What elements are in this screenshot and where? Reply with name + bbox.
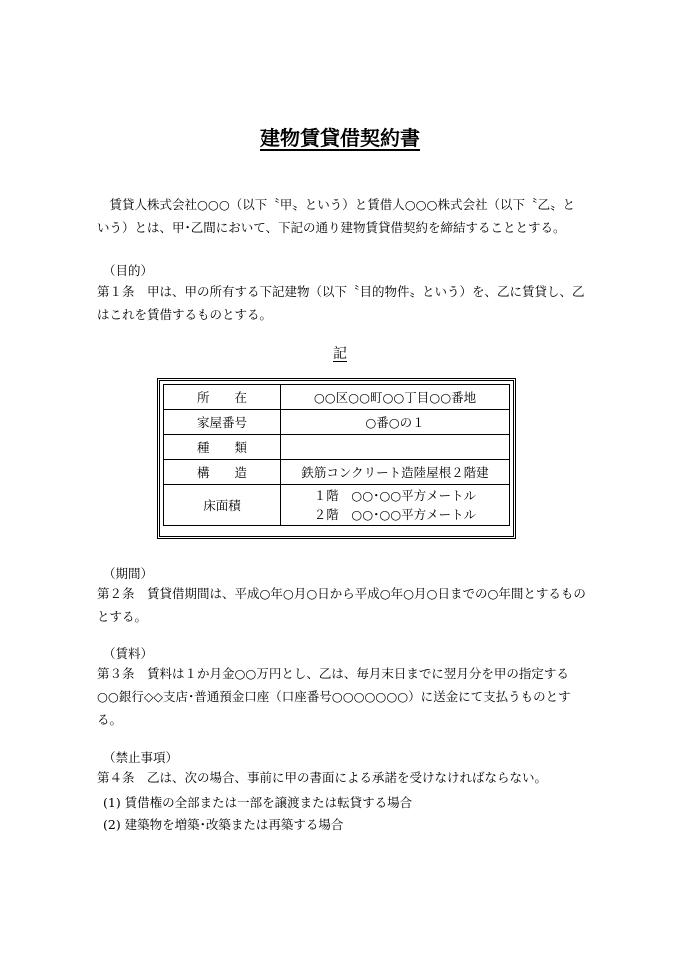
- list-item: (2) 建築物を増築･改築または再築する場合: [103, 817, 344, 832]
- period-heading: （期間）: [103, 566, 154, 581]
- table-row: [164, 485, 510, 526]
- article-4: 第４条 乙は、次の場合、事前に甲の書面による承諾を受けなければならない。: [97, 770, 548, 785]
- row-value-type: [281, 435, 510, 460]
- row-label-location: 所 在: [164, 385, 281, 410]
- row-value-house-number: ○番○の１: [281, 410, 510, 435]
- document-title-text: 建物賃貸借契約書: [260, 126, 420, 150]
- table-row: [164, 435, 510, 460]
- list-item: (1) 賃借権の全部または一部を譲渡または転貸する場合: [103, 795, 413, 810]
- property-table: [163, 384, 510, 526]
- ki-heading: [0, 343, 680, 363]
- row-value-structure: 鉄筋コンクリート造陸屋根２階建: [281, 460, 510, 485]
- row-label-structure: 構 造: [164, 460, 281, 485]
- row-value-floor-area: [281, 485, 510, 526]
- table-row: [164, 410, 510, 435]
- purpose-heading: （目的）: [103, 263, 154, 278]
- row-label-house-number: 家屋番号: [164, 410, 281, 435]
- floor-area-2f: ２階 ○○･○○平方メートル: [313, 507, 477, 522]
- table-row: [164, 460, 510, 485]
- row-value-location: ○○区○○町○○丁目○○番地: [281, 385, 510, 410]
- article-3: 第３条 賃料は１か月金○○万円とし、乙は、毎月末日までに翌月分を甲の指定する○○銀行◇◇支店･普通預金口座（口座番号○○○○○○○）に送金にて支払うものとする。: [97, 666, 571, 727]
- preamble: 賃貸人株式会社○○○（以下〝甲〟という）と賃借人○○○株式会社（以下〝乙〟という）とは、甲･乙間において、下記の通り建物賃貸借契約を締結することとする。: [97, 197, 575, 235]
- document-title: [0, 122, 680, 151]
- ki-text: 記: [333, 346, 347, 362]
- rent-heading: （賃料）: [103, 646, 154, 661]
- prohibited-heading: （禁止事項）: [103, 750, 179, 765]
- article-2: 第２条 賃貸借期間は、平成○年○月○日から平成○年○月○日までの○年間とするものとする。: [97, 586, 586, 624]
- article-1: 第１条 甲は、甲の所有する下記建物（以下〝目的物件〟という）を、乙に賃貸し、乙はこれを賃借するものとする。: [97, 284, 585, 322]
- row-label-floor-area: 床面積: [164, 485, 281, 526]
- floor-area-1f: １階 ○○･○○平方メートル: [313, 488, 477, 503]
- row-label-type: 種 類: [164, 435, 281, 460]
- table-row: [164, 385, 510, 410]
